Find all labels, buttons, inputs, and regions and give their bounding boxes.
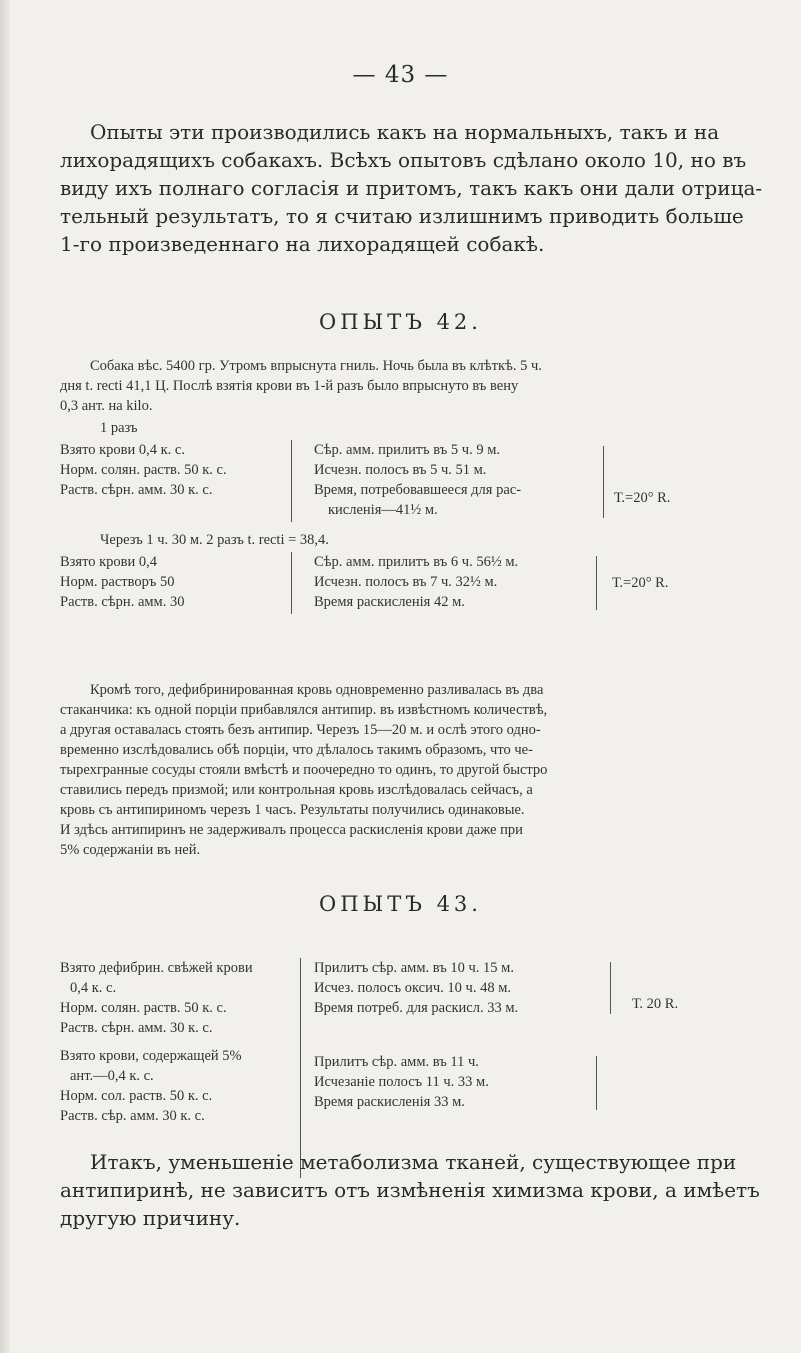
para-line: а другая оставалась стоять безъ антипир. Черезъ 15—20 м. и ослѣ этого одно- (60, 722, 541, 738)
block-line: Время раскисленія 33 м. (314, 1094, 465, 1110)
exp43-block1-right (314, 958, 518, 1018)
exp43-block2-right (314, 1052, 489, 1112)
experiment-42-paragraph (60, 680, 770, 860)
conclusion-paragraph (60, 1148, 770, 1232)
desc-line: дня t. recti 41,1 Ц. Послѣ взятія крови въ 1-й разъ было впрыснуто въ вену (60, 378, 519, 394)
brace-line (596, 556, 597, 610)
exp43-block2-left (60, 1046, 242, 1126)
block-line: Исчезн. полосъ въ 7 ч. 32½ м. (314, 574, 498, 590)
block-line: Сѣр. амм. прилитъ въ 6 ч. 56½ м. (314, 554, 519, 570)
divider-line (300, 958, 301, 1178)
block-line: Сѣр. амм. прилитъ въ 5 ч. 9 м. (314, 442, 501, 458)
para-line: кровь съ антипириномъ черезъ 1 часъ. Результаты получились одинаковые. (60, 802, 525, 818)
block-line: Исчез. полосъ оксич. 10 ч. 48 м. (314, 980, 511, 996)
block-line: Раств. сѣрн. амм. 30 к. с. (60, 482, 213, 498)
block-line: 0,4 к. с. (70, 980, 117, 996)
block-line: Взято крови, содержащей 5% (60, 1048, 242, 1064)
second-measure-line: Черезъ 1 ч. 30 м. 2 разъ t. recti = 38,4. (100, 532, 329, 548)
experiment-43-title: ОПЫТЪ 43. (319, 892, 482, 916)
block-line: Взято крови 0,4 (60, 554, 157, 570)
block-line: ант.—0,4 к. с. (70, 1068, 154, 1084)
exp42-block2-left (60, 552, 184, 612)
exp42-temp-2: Т.=20° R. (612, 575, 669, 591)
intro-line: лихорадящихъ собакахъ. Всѣхъ опытовъ сдѣлано около 10, но въ (60, 148, 747, 172)
page-number: — 43 — (352, 62, 449, 88)
intro-line: виду ихъ полнаго согласія и притомъ, такъ какъ они дали отрица- (60, 176, 763, 200)
exp42-block2-right (314, 552, 518, 612)
experiment-42-description (60, 356, 770, 416)
block-line: Время потреб. для раскисл. 33 м. (314, 1000, 519, 1016)
intro-line: 1-го произведеннаго на лихорадящей собакѣ. (60, 232, 545, 256)
block-line: Прилитъ сѣр. амм. въ 10 ч. 15 м. (314, 960, 514, 976)
para-line: временно изслѣдовались обѣ порціи, что дѣлалось такимъ образомъ, что че- (60, 742, 533, 758)
block-line: Исчезаніе полосъ 11 ч. 33 м. (314, 1074, 489, 1090)
block-line: Раств. сѣр. амм. 30 к. с. (60, 1108, 205, 1124)
para-line: стаканчика: къ одной порціи прибавлялся антипир. въ извѣстномъ количествѣ, (60, 702, 548, 718)
desc-line: 0,3 ант. на kilo. (60, 398, 153, 414)
para-line: ставились передъ призмой; или контрольная кровь изслѣдовалась сейчасъ, а (60, 782, 533, 798)
brace-line (603, 446, 604, 518)
intro-paragraph (60, 118, 763, 258)
block-line: Раств. сѣрн. амм. 30 к. с. (60, 1020, 213, 1036)
divider-line (291, 440, 292, 522)
block-line: Исчезн. полосъ въ 5 ч. 51 м. (314, 462, 487, 478)
para-line: И здѣсь антипиринъ не задерживалъ процесса раскисленія крови даже при (60, 822, 523, 838)
conclusion-line: Итакъ, уменьшеніе метаболизма тканей, существующее при (90, 1150, 737, 1174)
block-line: Норм. солян. раств. 50 к. с. (60, 1000, 227, 1016)
page-binding-edge (0, 0, 10, 1353)
first-measure-label: 1 разъ (100, 420, 138, 436)
block-line: Норм. растворъ 50 (60, 574, 175, 590)
exp42-temp-1: Т.=20° R. (614, 490, 671, 506)
block-line: Норм. сол. раств. 50 к. с. (60, 1088, 213, 1104)
divider-line (291, 552, 292, 614)
block-line: Взято крови 0,4 к. с. (60, 442, 185, 458)
exp43-temp: Т. 20 R. (632, 996, 679, 1012)
block-line: кисленія—41½ м. (328, 502, 438, 518)
block-line: Время раскисленія 42 м. (314, 594, 465, 610)
brace-line (610, 962, 611, 1014)
block-line: Время, потребовавшееся для рас- (314, 482, 522, 498)
para-line: Кромѣ того, дефибринированная кровь одновременно разливалась въ два (90, 682, 544, 698)
desc-line: Собака вѣс. 5400 гр. Утромъ впрыснута гниль. Ночь была въ клѣткѣ. 5 ч. (90, 358, 542, 374)
exp43-block1-left (60, 958, 253, 1038)
block-line: Раств. сѣрн. амм. 30 (60, 594, 185, 610)
experiment-42-title: ОПЫТЪ 42. (319, 310, 482, 334)
block-line: Норм. солян. раств. 50 к. с. (60, 462, 227, 478)
intro-line: тельный результатъ, то я считаю излишнимъ приводить больше (60, 204, 744, 228)
block-line: Прилитъ сѣр. амм. въ 11 ч. (314, 1054, 479, 1070)
brace-line (596, 1056, 597, 1110)
exp42-block1-left (60, 440, 227, 500)
conclusion-line: другую причину. (60, 1206, 241, 1230)
conclusion-line: антипиринѣ, не зависитъ отъ измѣненія химизма крови, а имѣетъ (60, 1178, 760, 1202)
intro-line: Опыты эти производились какъ на нормальныхъ, такъ и на (90, 120, 720, 144)
exp42-block1-right (314, 440, 521, 520)
para-line: тырехгранные сосуды стояли вмѣстѣ и поочередно то одинъ, то другой быстро (60, 762, 548, 778)
block-line: Взято дефибрин. свѣжей крови (60, 960, 253, 976)
para-line: 5% содержаніи въ ней. (60, 842, 201, 858)
